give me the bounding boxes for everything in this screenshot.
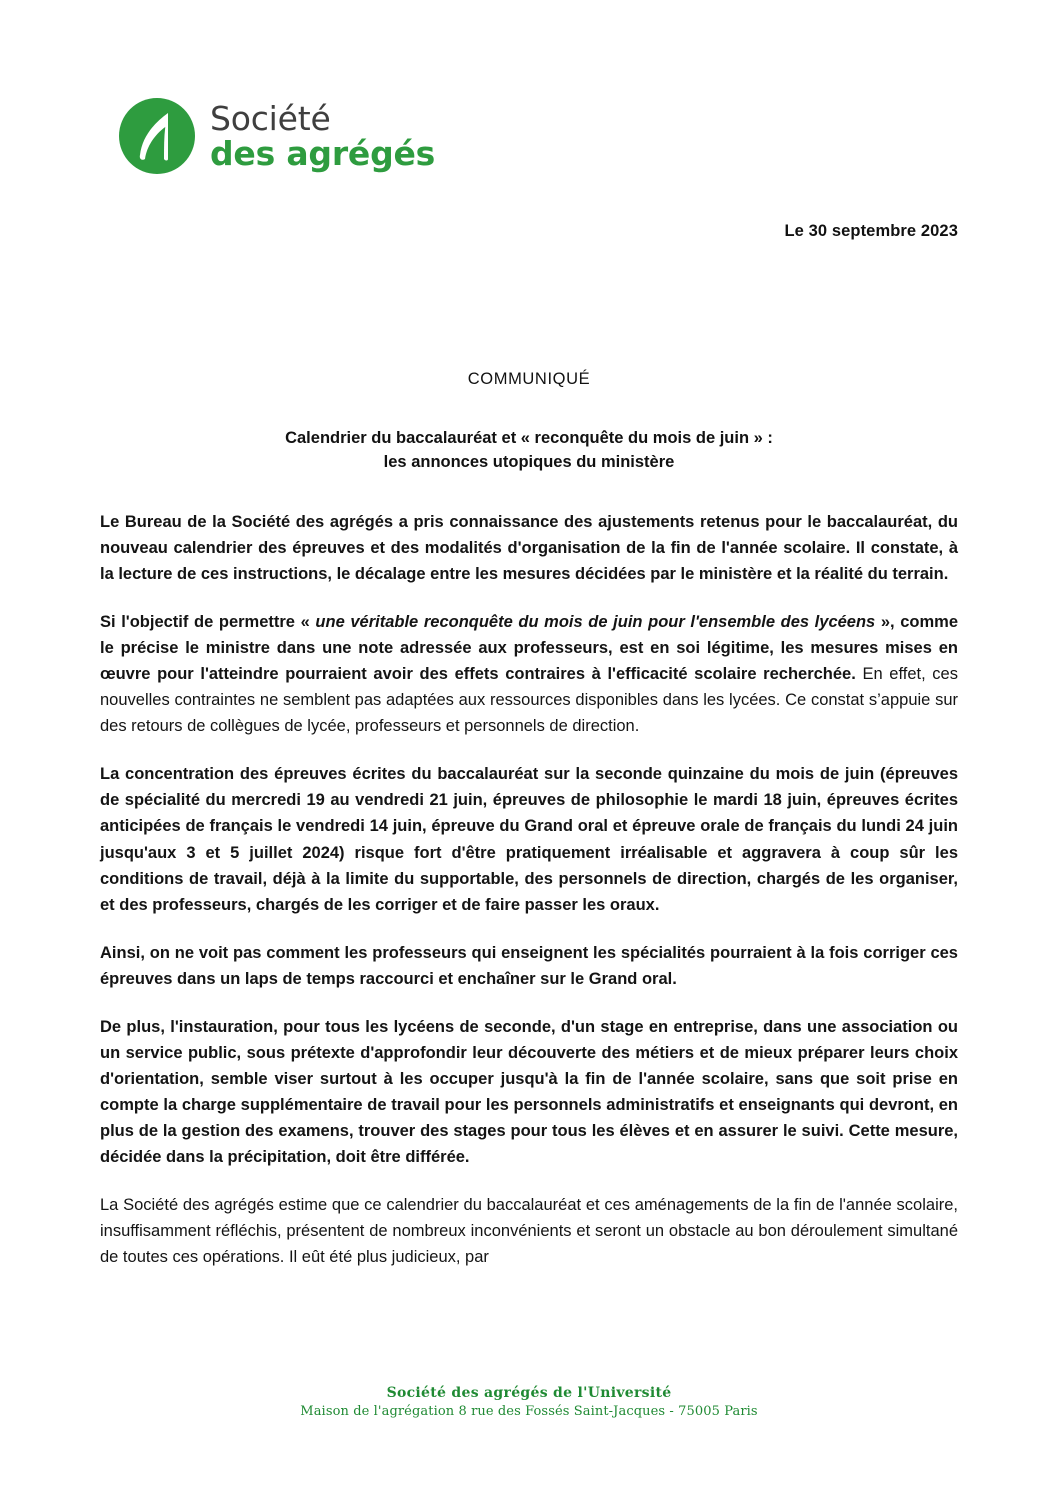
- logo-line-societe: Société: [210, 99, 331, 138]
- document-footer: [0, 1385, 1058, 1419]
- document-date: Le 30 septembre 2023: [784, 222, 958, 240]
- paragraph-2-lead-in: Si l'objectif de permettre «: [100, 613, 316, 632]
- document-title-line-2: les annonces utopiques du ministère: [383, 452, 675, 471]
- document-body: [100, 370, 958, 1292]
- document-title-line-1: Calendrier du baccalauréat et « reconquête du mois de juin » :: [285, 429, 773, 447]
- paragraph-2-quote: une véritable reconquête du mois de juin pour l'ensemble des lycéens: [315, 613, 876, 632]
- paragraph-3: La concentration des épreuves écrites du baccalauréat sur la seconde quinzaine du mois de juin (épreuves de spécialité du mercredi 19 au vendredi 21 juin, épreuves de philosophie le mardi 18 juin, épreuves écrites anticipées de français le vendredi 14 juin, épreuve du Grand oral et épreuve orale de français du lundi 24 juin jusqu'aux 3 et 5 juillet 2024) risque fort d'être pratiquement irréalisable et aggravera à coup sûr les conditions de travail, déjà à la limite du supportable, des personnels de direction, chargés de les organiser, et des professeurs, chargés de les corriger et de faire passer les oraux.: [100, 765, 958, 914]
- logo-wordmark: [210, 99, 436, 173]
- paragraph-2-bold-tail: », comme le précise le ministre dans une note adressée aux professeurs, est en soi légitime, les mesures mises en œuvre pour l'atteindre pourraient avoir des effets contraires à l'efficacité scolaire recherchée.: [100, 613, 959, 684]
- logo-line-des-agreges: des agrégés: [210, 134, 436, 173]
- paragraph-5: De plus, l'instauration, pour tous les lycéens de seconde, d'un stage en entreprise, dans une association ou un service public, sous prétexte d'approfondir leur découverte des métiers et de mieux préparer leurs choix d'orientation, semble viser surtout à les occuper jusqu'à la fin de l'année scolaire, sans que soit prise en compte la charge supplémentaire de travail pour les personnels administratifs et enseignants qui devront, en plus de la gestion des examens, trouver des stages pour tous les élèves et en assurer le suivi. Cette mesure, décidée dans la précipitation, doit être différée.: [100, 1017, 958, 1167]
- footer-organization-name: Société des agrégés de l'Université: [386, 1385, 672, 1401]
- paragraph-4: Ainsi, on ne voit pas comment les professeurs qui enseignent les spécialités pourraient à la fois corriger ces épreuves dans un laps de temps raccourci et enchaîner sur le Grand oral.: [100, 943, 958, 988]
- paragraph-2-plain-tail: En effet, ces nouvelles contraintes ne semblent pas adaptées aux ressources disponibles dans les lycées. Ce constat s’appuie sur des retours de collègues de lycée, professeurs et personnels de direction.: [100, 665, 958, 736]
- leaf-logo-icon: [118, 97, 196, 175]
- document-title: [100, 427, 958, 475]
- document-kicker: COMMUNIQUÉ: [467, 370, 591, 388]
- paragraph-2: [100, 609, 958, 739]
- footer-address: Maison de l'agrégation 8 rue des Fossés Saint-Jacques - 75005 Paris: [300, 1404, 758, 1419]
- paragraph-1: Le Bureau de la Société des agrégés a pris connaissance des ajustements retenus pour le baccalauréat, du nouveau calendrier des épreuves et des modalités d'organisation de la fin de l'année scolaire. Il constate, à la lecture de ces instructions, le décalage entre les mesures décidées par le ministère et la réalité du terrain.: [100, 512, 958, 583]
- organization-logo: [118, 97, 435, 175]
- paragraph-6: La Société des agrégés estime que ce calendrier du baccalauréat et ces aménagements de la fin de l'année scolaire, insuffisamment réfléchis, présentent de nombreux inconvénients et seront un obstacle au bon déroulement simultané de toutes ces opérations. Il eût été plus judicieux, par: [100, 1196, 958, 1267]
